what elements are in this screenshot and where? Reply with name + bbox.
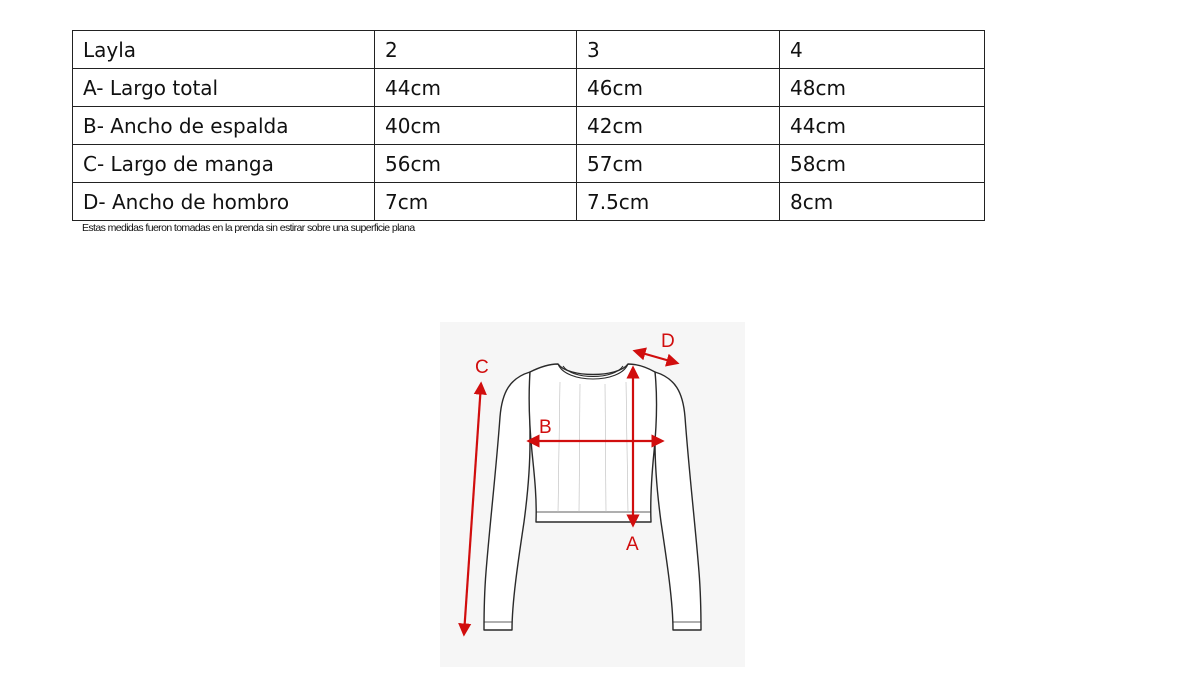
- table-row: [73, 145, 985, 183]
- row-label: C- Largo de manga: [73, 145, 375, 183]
- table-cell: 57cm: [577, 145, 780, 183]
- table-header-row: [73, 31, 985, 69]
- header-cell-size: 3: [577, 31, 780, 69]
- table-row: [73, 183, 985, 221]
- table-cell: 48cm: [780, 69, 985, 107]
- table-cell: 40cm: [375, 107, 577, 145]
- row-label: B- Ancho de espalda: [73, 107, 375, 145]
- table-cell: 44cm: [780, 107, 985, 145]
- table-cell: 42cm: [577, 107, 780, 145]
- label-b: B: [539, 417, 552, 438]
- table-cell: 8cm: [780, 183, 985, 221]
- header-cell-size: 2: [375, 31, 577, 69]
- table-row: [73, 69, 985, 107]
- table-cell: 7cm: [375, 183, 577, 221]
- size-table: [72, 30, 985, 221]
- table-cell: 46cm: [577, 69, 780, 107]
- table-cell: 56cm: [375, 145, 577, 183]
- table-cell: 44cm: [375, 69, 577, 107]
- row-label: A- Largo total: [73, 69, 375, 107]
- row-label: D- Ancho de hombro: [73, 183, 375, 221]
- table-row: [73, 107, 985, 145]
- crop-top-illustration: [440, 322, 745, 667]
- header-cell-size: 4: [780, 31, 985, 69]
- garment-diagram: [440, 322, 745, 667]
- label-d: D: [661, 331, 675, 352]
- measurement-note: Estas medidas fueron tomadas en la prenda sin estirar sobre una superficie plana: [82, 222, 415, 234]
- header-cell-model: Layla: [73, 31, 375, 69]
- label-a: A: [626, 534, 639, 555]
- table-cell: 58cm: [780, 145, 985, 183]
- table-cell: 7.5cm: [577, 183, 780, 221]
- label-c: C: [475, 357, 489, 378]
